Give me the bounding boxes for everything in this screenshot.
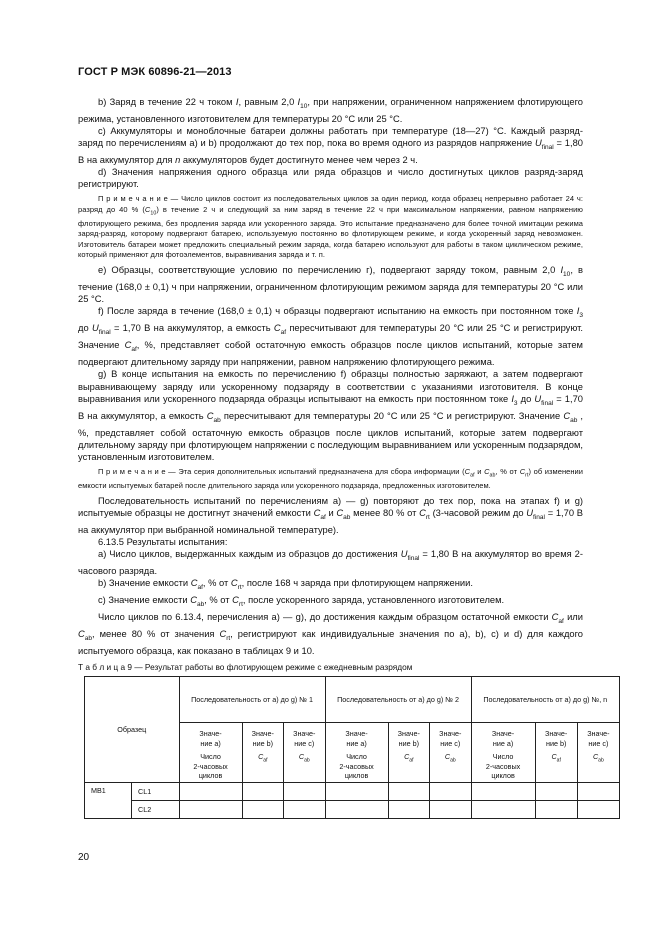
col-a-header: Значе- ние а) Число 2-часовых циклов	[325, 723, 388, 783]
paragraph-sequence-repeat: Последовательность испытаний по перечислениям а) — g) повторяют до тех пор, пока на этапах f) и g) испытуемые образцы не достигнут значений емкости $C_{af}$ и $C_{ab}$ менее 80 % от $C_{rt}$ (3-часовой режим до $U_{final} = 1,70$ В на аккумулятор при выбранной номинальной температуре).	[78, 496, 583, 536]
paragraph-d-register: d) Значения напряжения одного образца или ряда образцов и число достигнутых циклов разряд-заряд регистрируют.	[78, 167, 583, 190]
col-c-header: Значе- ние с) $C_{ab}$	[284, 723, 326, 783]
table-9	[84, 676, 620, 819]
paragraph-cycles-record: Число циклов по 6.13.4, перечисления а) — g), до достижения каждым образцом остаточной емкости $C_{af}$ или $C_{ab}$, менее 80 % от значения $C_{rt}$, регистрируют как индивидуальные значения по а), b), с) и d) для каждого испытуемого образца, как показано в таблицах 9 и 10.	[78, 612, 584, 657]
note-2-label: П р и м е ч а н и е —	[98, 466, 176, 476]
section-heading-6-13-5: 6.13.5 Результаты испытания:	[98, 537, 228, 548]
paragraph-e-charge-168: е) Образцы, соответствующие условию по перечислению г), подвергают заряду током, равным 2,0 $I_{10}$, в течение (168,0 ± 0,1) ч при напряжении, ограниченном флотирующим режимом заряда для температуры 20 °С или 25 °С.	[78, 265, 583, 305]
sample-id: МВ1	[85, 783, 132, 819]
result-b: b) Значение емкости $C_{af}$, % от $C_{rt}$, после 168 ч заряда при флотирующем напряжении.	[98, 578, 473, 592]
group-header-2: Последовательность от а) до g) № 2	[325, 677, 471, 723]
col-b-header: Значе- ние b) $C_{af}$	[388, 723, 429, 783]
paragraph-f-capacity-test: f) После заряда в течение (168,0 ± 0,1) ч образцы подвергают испытанию на емкость при постоянном токе $I_3$ до $U_{final} = 1,70$ В на аккумулятор, а емкость $C_{af}$ пересчитывают для температуры 20 °С или 25 °С и регистрируют. Значение $C_{af}$, %, представляет собой остаточную емкость образцов после циклов испытаний, которые затем подвергают длительному заряду при напряжении, равном напряжению флотирующего режима.	[78, 306, 583, 368]
result-c: с) Значение емкости $C_{ab}$, % от $C_{rt}$, после ускоренного заряда, установленного изготовителем.	[98, 595, 505, 609]
page-body	[78, 96, 610, 819]
note-1: П р и м е ч а н и е — Число циклов состоит из последовательных циклов за один период, когда образец непрерывно работает 24 ч: разряд до 40 % $(C_{10})$ в течение 2 ч и следующий за ним заряд в течение 22 ч при максимальном напряжении, равном напряжению флотирующего режима, без продления заряда или ускоренного заряда. Это испытание предназначено для более точной имитации режима заряд-разряд, которому подвергают батарею, используемую постоянно во флотирующем режиме, и когда ускоренный заряд невозможен. Изготовитель батареи может предложить специальный режим заряда, когда батарею используют для работы в таком циклическом режиме, который применяют для фотоэлементов, выравнивания заряда и т. п.	[78, 194, 583, 259]
group-header-1: Последовательность от а) до g) № 1	[179, 677, 325, 723]
col-c-header: Значе- ние с) $C_{ab}$	[577, 723, 619, 783]
paragraph-g-equalizing: g) В конце испытания на емкость по перечислению f) образцы полностью заряжают, а затем подвергают выравнивающему заряду или ускоренному подзаряду в соответствии с указаниями изготовителя. В конце выравнивания или ускоренного подзаряда образцы испытывают на емкость при постоянном токе $I_3$ до $U_{final} = 1,70$ В на аккумулятор, а емкость $C_{ab}$ пересчитывают для температуры 20 °С или 25 °С и регистрируют. Значение $C_{ab}$ , %, представляет собой остаточную емкость образцов после циклов испытаний, которые затем подвергают длительному заряду при флотирующем напряжении с последующим выравниванием или ускоренным подзарядом, установленным изготовителем.	[78, 369, 584, 462]
result-a: а) Число циклов, выдержанных каждым из образцов до достижения $U_{final} = 1,80$ В на аккумулятор во время 2-часового разряда.	[78, 549, 583, 577]
document-header: ГОСТ Р МЭК 60896-21—2013	[78, 66, 232, 78]
col-b-header: Значе- ние b) $C_{af}$	[535, 723, 577, 783]
col-c-header: Значе- ние с) $C_{ab}$	[430, 723, 472, 783]
table-row	[85, 783, 620, 801]
page-number: 20	[78, 852, 90, 863]
col-b-header: Значе- ние b) $C_{af}$	[242, 723, 283, 783]
col-a-header: Значе- ние а) Число 2-часовых циклов	[471, 723, 535, 783]
cell-id: CL1	[132, 783, 180, 801]
sample-header: Образец	[85, 677, 180, 783]
group-header-n: Последовательность от а) до g) №, n	[471, 677, 619, 723]
note-1-label: П р и м е ч а н и е —	[98, 194, 179, 204]
paragraph-c-temperature: с) Аккумуляторы и моноблочные батареи должны работать при температуре (18—27) °С. Каждый разряд-заряд по перечислениям а) и b) продолжают до тех пор, пока во время одного из разрядов напряжение $U_{final} = 1,80$ В на аккумулятор для n аккумуляторов будет достигнуто менее чем через 2 ч.	[78, 126, 583, 166]
table-row	[85, 801, 620, 819]
cell-id: CL2	[132, 801, 180, 819]
paragraph-b-charge: b) Заряд в течение 22 ч током I, равным 2,0 $I_{10}$, при напряжении, ограниченном напряжением флотирующего режима, установленного изготовителем для температуры 20 °С или 25 °С.	[78, 97, 583, 124]
col-a-header: Значе- ние а) Число 2-часовых циклов	[179, 723, 242, 783]
note-2: П р и м е ч а н и е — Эта серия дополнительных испытаний предназначена для сбора информации ($C_{af}$ и $C_{ab}$, % от $C_{rt}$) об изменении емкости испытуемых батарей после длительного заряда или ускоренного подзаряда, предложенных изготовителем.	[78, 466, 584, 490]
table-9-caption: Т а б л и ц а 9 — Результат работы во флотирующем режиме с ежедневным разрядом	[78, 662, 413, 673]
